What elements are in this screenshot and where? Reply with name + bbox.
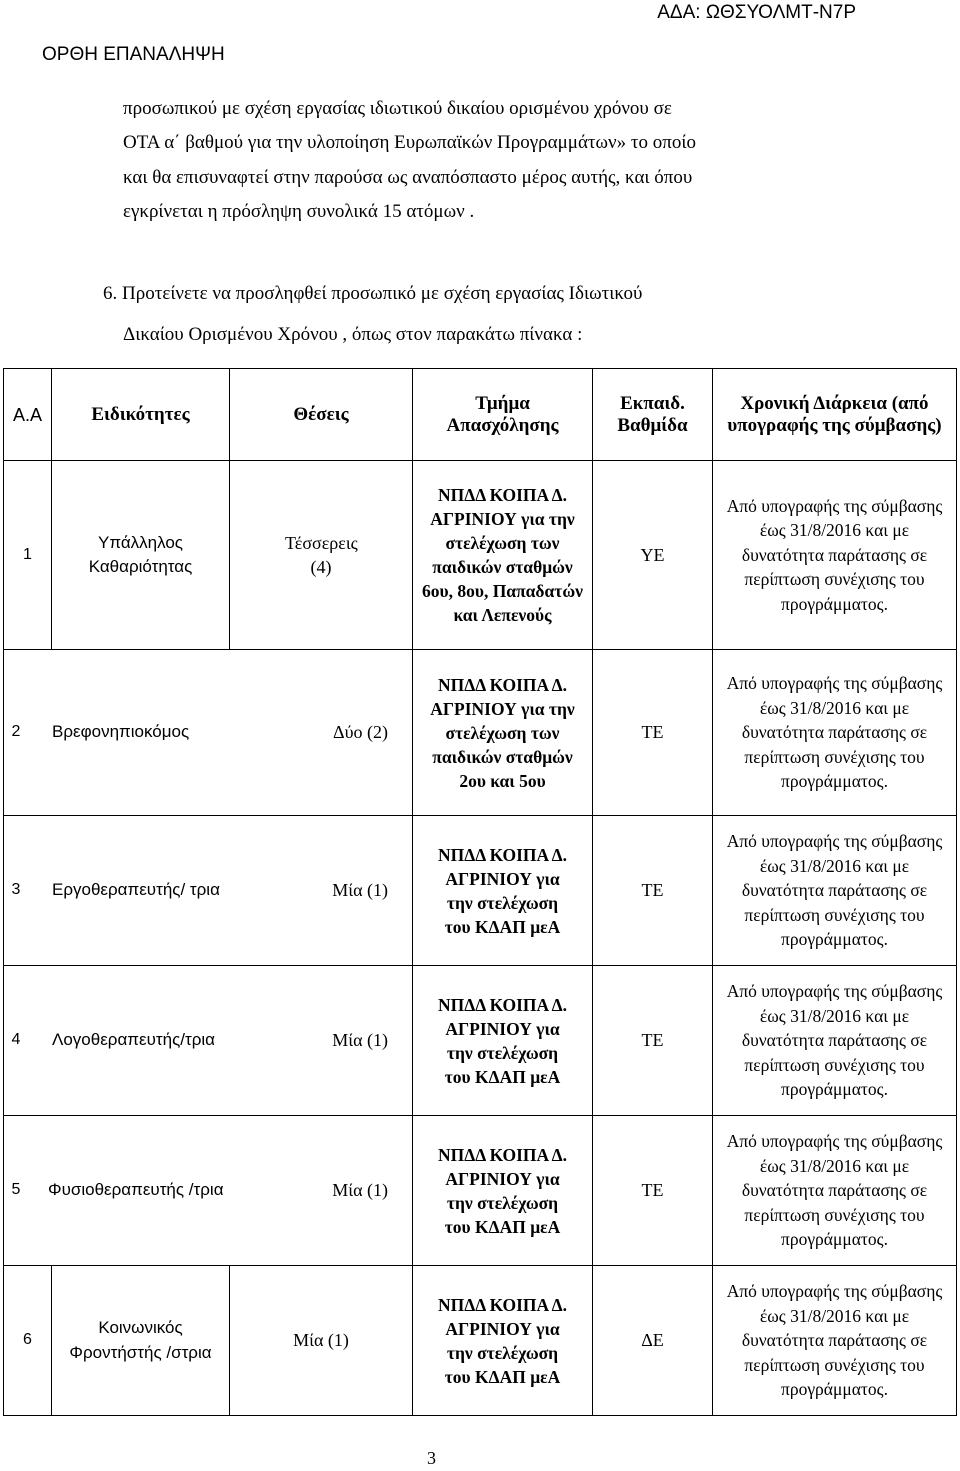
row-department-text: ΝΠΔΔ ΚΟΙΠΑ Δ. ΑΓΡΙΝΙΟΥ για την στελέχωση των παιδικών σταθμών 2ου και 5ου <box>430 674 575 791</box>
row-positions-text: Μία (1) <box>293 1330 349 1351</box>
row-aa: 3 <box>11 881 21 899</box>
row-aa: 1 <box>4 461 52 650</box>
row-specialty: Βρεφονηπιοκόμος <box>52 722 190 742</box>
table-row <box>4 1116 957 1266</box>
intro-paragraph <box>123 92 883 230</box>
row-duration <box>713 461 957 650</box>
row-specialty-text: Κοινωνικός Φροντήστής /στρια <box>69 1318 212 1362</box>
header-positions: Θέσεις <box>230 369 413 461</box>
row-department-text: ΝΠΔΔ ΚΟΙΠΑ Δ. ΑΓΡΙΝΙΟΥ για την στελέχωση του ΚΔΑΠ μεΑ <box>438 1144 567 1237</box>
row-duration-text: Από υπογραφής της σύμβασης έως 31/8/2016 και με δυνατότητα παράτασης σε περίπτωση συνέχισης του προγράμματος. <box>726 981 943 1100</box>
row-aa: 2 <box>11 723 21 741</box>
table-row <box>4 461 957 650</box>
row-aa: 6 <box>4 1266 52 1416</box>
row-department <box>413 461 593 650</box>
row-department-text: ΝΠΔΔ ΚΟΙΠΑ Δ. ΑΓΡΙΝΙΟΥ για την στελέχωση του ΚΔΑΠ μεΑ <box>438 994 567 1087</box>
header-duration <box>713 369 957 461</box>
row-merged-cell <box>4 966 413 1116</box>
row-positions <box>230 1266 413 1416</box>
intro-line: ΟΤΑ α΄ βαθμού για την υλοποίηση Ευρωπαϊκών Προγραμμάτων» το οποίο <box>123 132 696 154</box>
row-positions <box>230 461 413 650</box>
correction-label: ΟΡΘΗ ΕΠΑΝΑΛΗΨΗ <box>42 44 225 65</box>
header-specialty: Ειδικότητες <box>52 369 230 461</box>
row-education: ΥΕ <box>593 461 713 650</box>
header-duration-text: Χρονική Διάρκεια (από υπογραφής της σύμβασης) <box>727 392 942 436</box>
row-merged-cell <box>4 816 413 966</box>
row-education: ΤΕ <box>593 650 713 816</box>
ada-code: ΑΔΑ: ΩΘΣΥΟΛΜΤ-Ν7Ρ <box>657 2 856 23</box>
row-aa: 4 <box>11 1031 21 1049</box>
table-row <box>4 816 957 966</box>
row-merged-content <box>4 1028 412 1053</box>
row-department <box>413 966 593 1116</box>
row-duration <box>713 966 957 1116</box>
row-department <box>413 650 593 816</box>
point-6-line: Δικαίου Ορισμένου Χρόνου , όπως στον παρακάτω πίνακα : <box>123 324 583 345</box>
row-aa: 5 <box>11 1181 21 1199</box>
row-education: ΔΕ <box>593 1266 713 1416</box>
row-merged-content <box>4 878 412 903</box>
row-specialty <box>52 1266 230 1416</box>
row-positions: Δύο (2) <box>333 722 388 743</box>
row-positions: Μία (1) <box>332 880 388 901</box>
row-duration-text: Από υπογραφής της σύμβασης έως 31/8/2016 και με δυνατότητα παράτασης σε περίπτωση συνέχισης του προγράμματος. <box>726 673 943 792</box>
row-duration <box>713 650 957 816</box>
row-specialty: Εργοθεραπευτής/ τρια <box>52 880 220 900</box>
row-duration <box>713 1116 957 1266</box>
table-row <box>4 1266 957 1416</box>
header-education-text: Εκπαιδ. Βαθμίδα <box>617 392 688 436</box>
row-duration <box>713 816 957 966</box>
positions-table <box>3 368 957 1416</box>
row-merged-content <box>4 720 412 745</box>
row-merged-cell <box>4 650 413 816</box>
row-department <box>413 816 593 966</box>
point-6-paragraph <box>103 273 893 355</box>
header-aa: Α.Α <box>4 369 52 461</box>
row-merged-cell <box>4 1116 413 1266</box>
intro-line: εγκρίνεται η πρόσληψη συνολικά 15 ατόμων . <box>123 201 475 223</box>
row-positions: Μία (1) <box>332 1180 388 1201</box>
row-duration <box>713 1266 957 1416</box>
row-duration-text: Από υπογραφής της σύμβασης έως 31/8/2016 και με δυνατότητα παράτασης σε περίπτωση συνέχισης του προγράμματος. <box>726 1131 943 1250</box>
intro-line: προσωπικού με σχέση εργασίας ιδιωτικού δικαίου ορισμένου χρόνου σε <box>123 98 672 119</box>
table-row <box>4 966 957 1116</box>
row-department-text: ΝΠΔΔ ΚΟΙΠΑ Δ. ΑΓΡΙΝΙΟΥ για την στελέχωση των παιδικών σταθμών 6ου, 8ου, Παπαδατών και Λεπενούς <box>422 485 583 625</box>
page-number: 3 <box>427 1448 436 1468</box>
row-education: ΤΕ <box>593 966 713 1116</box>
row-department <box>413 1266 593 1416</box>
row-positions: Μία (1) <box>332 1030 388 1051</box>
row-department <box>413 1116 593 1266</box>
row-specialty-text: Υπάλληλος Καθαριότητας <box>88 532 193 576</box>
table-header-row <box>4 369 957 461</box>
row-duration-text: Από υπογραφής της σύμβασης έως 31/8/2016 και με δυνατότητα παράτασης σε περίπτωση συνέχισης του προγράμματος. <box>726 831 943 950</box>
row-department-text: ΝΠΔΔ ΚΟΙΠΑ Δ. ΑΓΡΙΝΙΟΥ για την στελέχωση του ΚΔΑΠ μεΑ <box>438 844 567 937</box>
header-department <box>413 369 593 461</box>
row-duration-text: Από υπογραφής της σύμβασης έως 31/8/2016 και με δυνατότητα παράτασης σε περίπτωση συνέχισης του προγράμματος. <box>726 495 943 614</box>
header-education <box>593 369 713 461</box>
row-education: ΤΕ <box>593 816 713 966</box>
table-row <box>4 650 957 816</box>
row-specialty <box>52 461 230 650</box>
point-6-line: 6. Προτείνετε να προσληφθεί προσωπικό με σχέση εργασίας Ιδιωτικού <box>103 283 643 304</box>
row-specialty: Λογοθεραπευτής/τρια <box>52 1030 215 1050</box>
row-merged-content <box>4 1178 412 1203</box>
row-department-text: ΝΠΔΔ ΚΟΙΠΑ Δ. ΑΓΡΙΝΙΟΥ για την στελέχωση του ΚΔΑΠ μεΑ <box>438 1294 567 1387</box>
intro-line: και θα επισυναφτεί στην παρούσα ως αναπόσπαστο μέρος αυτής, και όπου <box>123 166 693 188</box>
row-duration-text: Από υπογραφής της σύμβασης έως 31/8/2016 και με δυνατότητα παράτασης σε περίπτωση συνέχισης του προγράμματος. <box>726 1281 943 1400</box>
row-positions-text: Τέσσερεις (4) <box>285 532 358 577</box>
row-education: ΤΕ <box>593 1116 713 1266</box>
header-department-text: Τμήμα Απασχόλησης <box>446 392 559 436</box>
row-specialty: Φυσιοθεραπευτής /τρια <box>48 1180 224 1200</box>
